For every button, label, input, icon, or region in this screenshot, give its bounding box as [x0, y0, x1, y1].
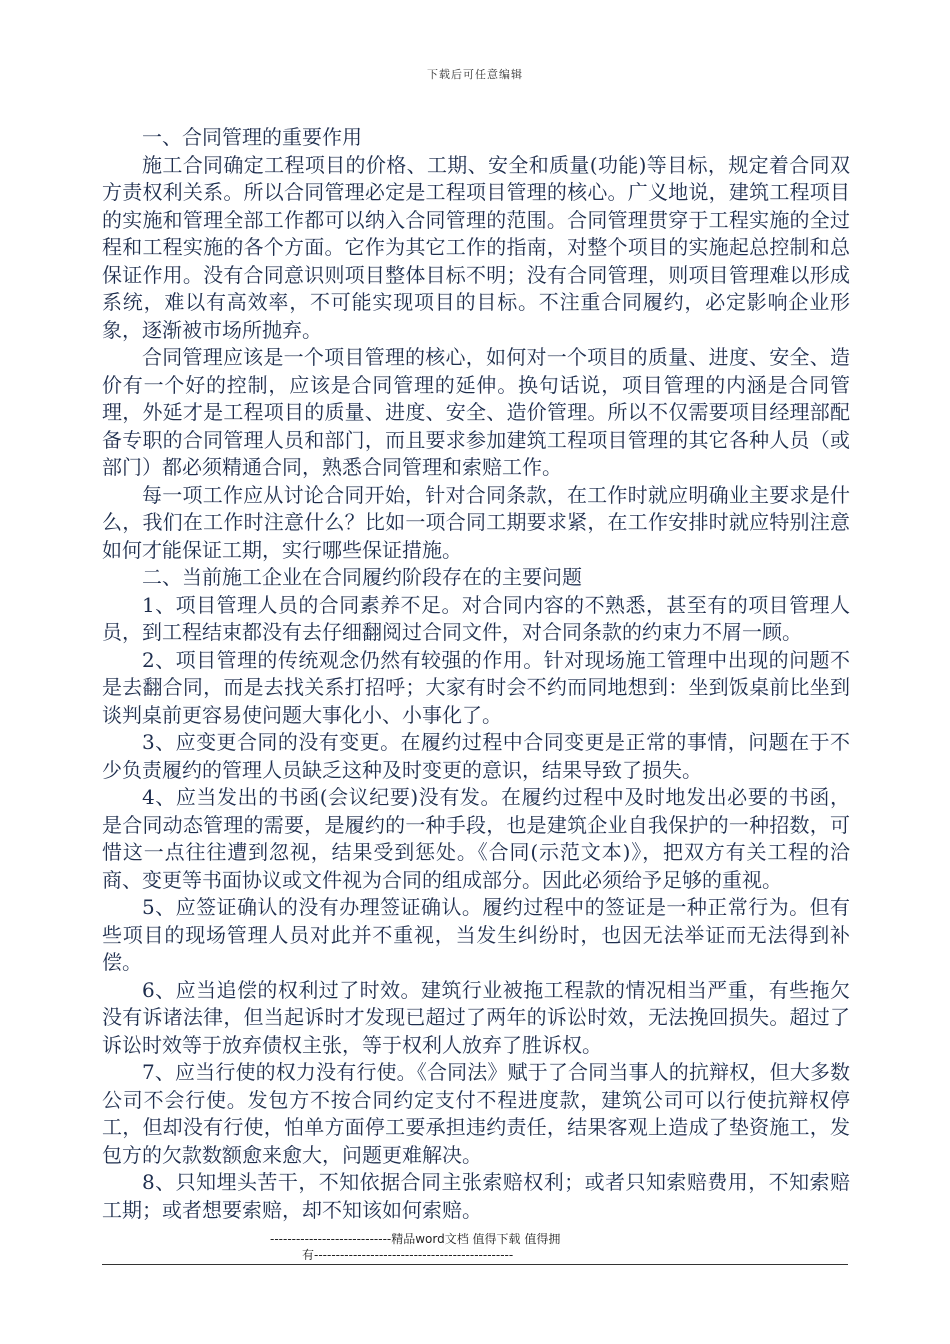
list-item: 5、应签证确认的没有办理签证确认。履约过程中的签证是一种正常行为。但有些项目的现场管理人员对此并不重视，当发生纠纷时，也因无法举证而无法得到补偿。: [102, 895, 850, 974]
footer-text-continued: 有----------------------------------------------: [302, 1248, 514, 1262]
paragraph: 施工合同确定工程项目的价格、工期、安全和质量(功能)等目标，规定着合同双方责权利关系。所以合同管理必定是工程项目管理的核心。广义地说，建筑工程项目的实施和管理全部工作都可以纳入合同管理的范围。合同管理贯穿于工程实施的全过程和工程实施的各个方面。它作为其它工作的指南，对整个项目的实施起总控制和总保证作用。没有合同意识则项目整体目标不明；没有合同管理，则项目管理难以形成系统，难以有高效率，不可能实现项目的目标。不注重合同履约，必定影响企业形象，逐渐被市场所抛弃。: [102, 152, 850, 342]
footer-divider: [102, 1264, 848, 1265]
section-heading: 二、当前施工企业在合同履约阶段存在的主要问题: [142, 565, 582, 589]
list-item: 6、应当追偿的权利过了时效。建筑行业被拖工程款的情况相当严重，有些拖欠没有诉诸法律，但当起诉时才发现已超过了两年的诉讼时效，无法挽回损失。超过了诉讼时效等于放弃债权主张，等于权利人放弃了胜诉权。: [102, 977, 850, 1057]
paragraph: 每一项工作应从讨论合同开始，针对合同条款，在工作时就应明确业主要求是什么，我们在工作时注意什么？比如一项合同工期要求紧，在工作安排时就应特别注意如何才能保证工期，实行哪些保证措施。: [102, 482, 850, 562]
list-item: 1、项目管理人员的合同素养不足。对合同内容的不熟悉，甚至有的项目管理人员，到工程结束都没有去仔细翻阅过合同文件，对合同条款的约束力不屑一顾。: [102, 592, 850, 644]
list-item: 8、只知埋头苦干，不知依据合同主张索赔权利；或者只知索赔费用，不知索赔工期；或者想要索赔，却不知该如何索赔。: [102, 1170, 850, 1222]
paragraph: 合同管理应该是一个项目管理的核心，如何对一个项目的质量、进度、安全、造价有一个好的控制，应该是合同管理的延伸。换句话说，项目管理的内涵是合同管理，外延才是工程项目的质量、进度、安全、造价管理。所以不仅需要项目经理部配备专职的合同管理人员和部门，而且要求参加建筑工程项目管理的其它各种人员（或部门）都必须精通合同，熟悉合同管理和索赔工作。: [102, 345, 850, 479]
list-item: 4、应当发出的书函(会议纪要)没有发。在履约过程中及时地发出必要的书函，是合同动态管理的需要，是履约的一种手段，也是建筑企业自我保护的一种招数，可惜这一点往往遭到忽视，结果受到惩处。《合同(示范文本)》，把双方有关工程的洽商、变更等书面协议或文件视为合同的组成部分。因此必须给予足够的重视。: [102, 785, 850, 892]
section-heading: 一、合同管理的重要作用: [142, 125, 362, 149]
document-body: [102, 124, 850, 1224]
header-note: 下载后可任意编辑: [427, 68, 523, 81]
footer-text: ----------------------------精品word文档 值得下载 值得拥: [270, 1232, 561, 1246]
list-item: 2、项目管理的传统观念仍然有较强的作用。针对现场施工管理中出现的问题不是去翻合同，而是去找关系打招呼；大家有时会不约而同地想到：坐到饭桌前比坐到谈判桌前更容易使问题大事化小、小事化了。: [102, 647, 850, 727]
list-item: 3、应变更合同的没有变更。在履约过程中合同变更是正常的事情，问题在于不少负责履约的管理人员缺乏这种及时变更的意识，结果导致了损失。: [102, 730, 850, 782]
list-item: 7、应当行使的权力没有行使。《合同法》赋于了合同当事人的抗辩权，但大多数公司不会行使。发包方不按合同约定支付不程进度款，建筑公司可以行使抗辩权停工，但却没有行使，怕单方面停工要承担违约责任，结果客观上造成了垫资施工，发包方的欠款数额愈来愈大，问题更难解决。: [102, 1060, 850, 1167]
